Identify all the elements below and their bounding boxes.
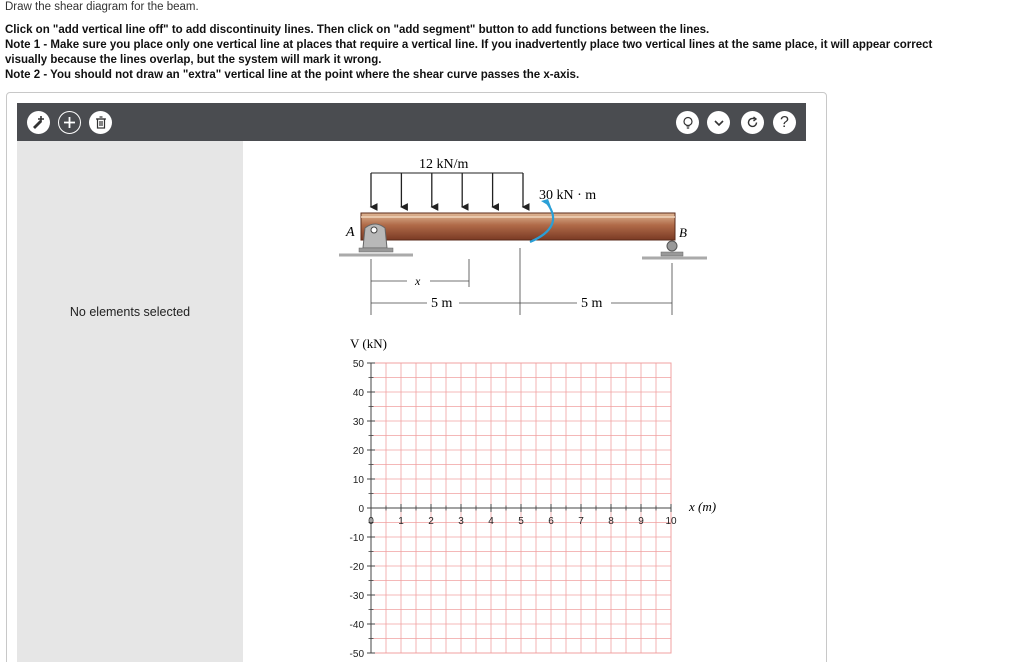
y-tick-label: 40 xyxy=(352,388,364,399)
drawing-canvas[interactable] xyxy=(247,145,797,662)
instructions-line-3: visually because the lines overlap, but the system will mark it wrong. xyxy=(5,54,382,66)
y-tick-label: 20 xyxy=(352,446,364,457)
y-tick-label: -40 xyxy=(349,620,364,631)
instructions-line-4: Note 2 - You should not draw an "extra" vertical line at the point where the shear curve passes the x-axis. xyxy=(5,69,580,81)
x-axis-label: x (m) xyxy=(689,499,717,514)
x-tick-label: 1 xyxy=(398,516,404,527)
y-tick-label: -50 xyxy=(349,649,364,660)
x-tick-label: 0 xyxy=(368,516,374,527)
x-tick-label: 9 xyxy=(638,516,644,527)
instructions-line-2: Note 1 - Make sure you place only one vertical line at places that require a vertical line. If you inadvertently place two vertical lines at the same place, it will appear correct xyxy=(5,39,933,51)
support-a-label: A xyxy=(346,225,355,240)
side-panel xyxy=(17,141,243,662)
y-tick-label: 10 xyxy=(352,475,364,486)
reset-icon[interactable] xyxy=(741,111,764,134)
y-tick-label: 30 xyxy=(352,417,364,428)
moment-label: 30 kN · m xyxy=(539,188,597,203)
selection-status: No elements selected xyxy=(69,305,191,319)
add-segment-icon[interactable] xyxy=(58,111,81,134)
dim-1-label: 5 m xyxy=(431,296,453,311)
instructions xyxy=(5,0,1020,83)
help-label: ? xyxy=(780,113,789,131)
x-tick-label: 2 xyxy=(428,516,434,527)
drawing-tool-panel xyxy=(6,92,827,662)
y-tick-label: -20 xyxy=(349,562,364,573)
x-tick-label: 10 xyxy=(665,516,677,527)
x-tick-label: 5 xyxy=(518,516,524,527)
y-axis-label: V (kN) xyxy=(350,336,387,351)
dim-2-label: 5 m xyxy=(581,296,603,311)
toolbar xyxy=(17,103,806,141)
support-b-label: B xyxy=(679,225,687,240)
x-tick-label: 7 xyxy=(578,516,584,527)
add-vertical-line-icon[interactable] xyxy=(27,111,50,134)
delete-icon[interactable] xyxy=(89,111,112,134)
x-tick-label: 6 xyxy=(548,516,554,527)
y-tick-label: -10 xyxy=(349,533,364,544)
distributed-load xyxy=(371,173,523,207)
y-tick-label: -30 xyxy=(349,591,364,602)
load-label: 12 kN/m xyxy=(419,157,469,172)
instructions-title: Draw the shear diagram for the beam. xyxy=(5,1,199,13)
x-label: x xyxy=(415,274,421,288)
roller-support-b xyxy=(642,241,707,258)
instructions-line-1: Click on "add vertical line off" to add discontinuity lines. Then click on "add segment" button to add functions between the lines. xyxy=(5,24,710,36)
y-tick-label: 50 xyxy=(352,359,364,370)
x-tick-label: 8 xyxy=(608,516,614,527)
y-tick-label: 0 xyxy=(358,504,364,515)
chevron-down-icon[interactable] xyxy=(707,111,730,134)
x-tick-label: 3 xyxy=(458,516,464,527)
help-icon[interactable] xyxy=(773,111,796,134)
beam-and-shear-svg xyxy=(247,145,797,662)
x-tick-label: 4 xyxy=(488,516,494,527)
hint-icon[interactable] xyxy=(676,111,699,134)
